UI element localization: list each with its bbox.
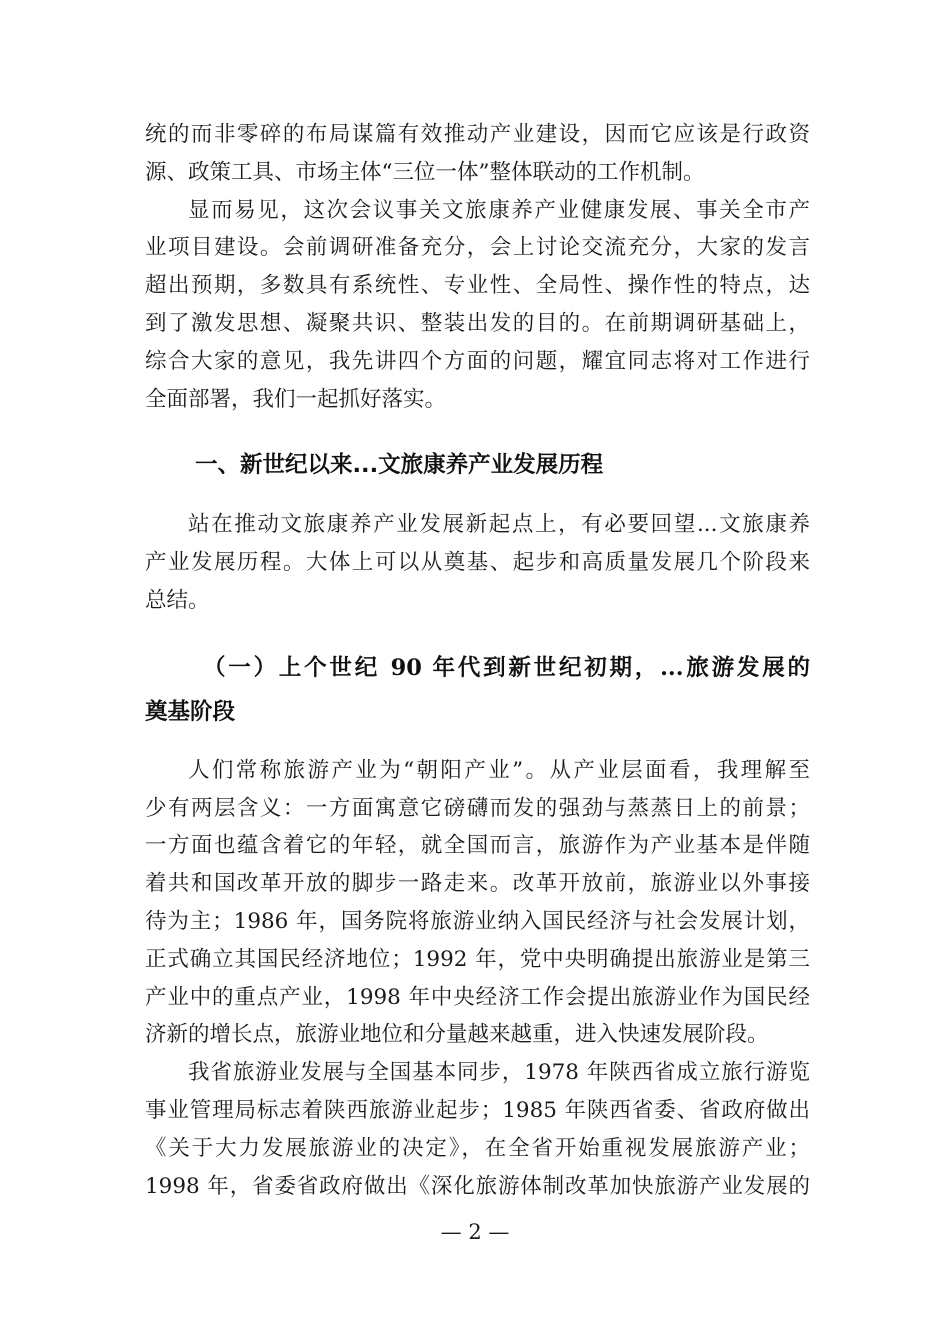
subsection-heading	[145, 646, 810, 734]
text-line: 总结。	[145, 587, 210, 613]
text-line: 正式确立其国民经济地位；1992 年，党中央明确提出旅游业是第三	[145, 946, 810, 972]
text-line: 显而易见，这次会议事关文旅康养产业健康发展、事关全市产	[188, 197, 810, 223]
text-line: 事业管理局标志着陕西旅游业起步；1985 年陕西省委、省政府做出	[145, 1097, 810, 1123]
text-line: 产业发展历程。大体上可以从奠基、起步和高质量发展几个阶段来	[145, 550, 810, 576]
text-line: 超出预期，多数具有系统性、专业性、全局性、操作性的特点，达	[145, 273, 810, 299]
subsection-heading-line: 奠基阶段	[145, 698, 236, 725]
text-line: 待为主；1986 年，国务院将旅游业纳入国民经济与社会发展计划，	[145, 908, 810, 934]
text-line: 产业中的重点产业，1998 年中央经济工作会提出旅游业作为国民经	[145, 984, 810, 1010]
text-line: 到了激发思想、凝聚共识、整装出发的目的。在前期调研基础上，	[145, 310, 810, 336]
text-line: 我省旅游业发展与全国基本同步，1978 年陕西省成立旅行游览	[188, 1060, 810, 1086]
text-line: 站在推动文旅康养产业发展新起点上，有必要回望...文旅康养	[188, 512, 810, 538]
text-line: 源、政策工具、市场主体“三位一体”整体联动的工作机制。	[145, 159, 705, 185]
text-line: 统的而非零碎的布局谋篇有效推动产业建设，因而它应该是行政资	[145, 122, 810, 147]
text-line: 全面部署，我们一起抓好落实。	[145, 386, 447, 412]
text-line: 业项目建设。会前调研准备充分，会上讨论交流充分，大家的发言	[145, 235, 810, 261]
text-line: 1998 年，省委省政府做出《深化旅游体制改革加快旅游产业发展的	[145, 1173, 810, 1199]
text-line: 济新的增长点，旅游业地位和分量越来越重，进入快速发展阶段。	[145, 1022, 769, 1048]
section-heading: 一、新世纪以来...文旅康养产业发展历程	[195, 452, 604, 479]
paragraph-3	[145, 506, 810, 619]
subsection-heading-line: （一）上个世纪 90 年代到新世纪初期，...旅游发展的	[203, 654, 810, 681]
text-line: 着共和国改革开放的脚步一路走来。改革开放前，旅游业以外事接	[145, 871, 810, 897]
paragraph-2	[145, 192, 810, 419]
paragraph-1	[145, 116, 810, 192]
document-body	[145, 116, 810, 1205]
text-line: 一方面也蕴含着它的年轻，就全国而言，旅游作为产业基本是伴随	[145, 833, 810, 859]
text-line: 综合大家的意见，我先讲四个方面的问题，耀宜同志将对工作进行	[145, 348, 810, 374]
text-line: 人们常称旅游产业为“朝阳产业”。从产业层面看，我理解至	[188, 757, 810, 783]
paragraph-5	[145, 1054, 810, 1205]
text-line: 少有两层含义：一方面寓意它磅礴而发的强劲与蒸蒸日上的前景；	[145, 795, 810, 821]
page-number: — 2 —	[440, 1220, 510, 1244]
text-line: 《关于大力发展旅游业的决定》，在全省开始重视发展旅游产业；	[145, 1135, 810, 1161]
paragraph-4	[145, 752, 810, 1054]
